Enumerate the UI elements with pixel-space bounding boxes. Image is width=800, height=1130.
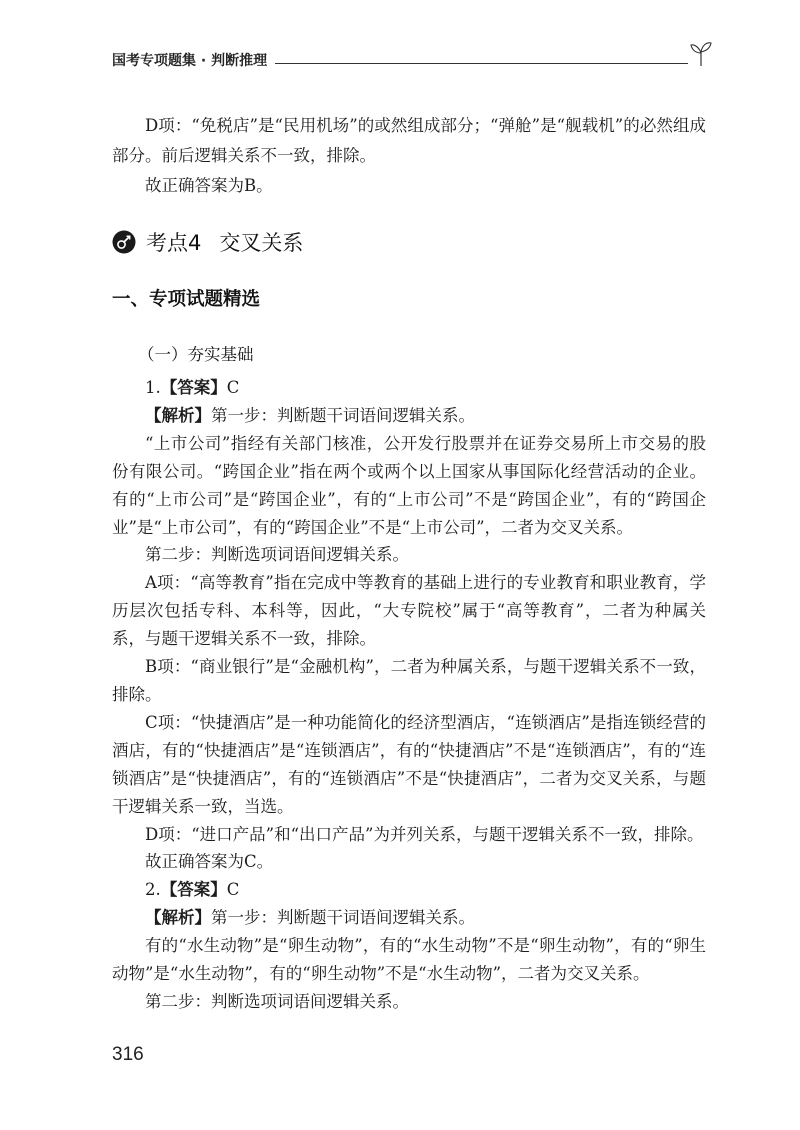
analysis-paragraph: “上市公司”指经有关部门核准，公开发行股票并在证券交易所上市交易的股份有限公司。“跨国企业”指在两个或两个以上国家从事国际化经营活动的企业。有的“上市公司”是“跨国企业”，有的“上市公司”不是“跨国企业”，有的“跨国企业”是“上市公司”，有的“跨国企业”不是“上市公司”，二者为交叉关系。 — [112, 433, 706, 537]
answer-tag: 【答案】 — [160, 880, 227, 900]
analysis-paragraph: D项：“进口产品”和“出口产品”为并列关系，与题干逻辑关系不一致，排除。 — [145, 824, 704, 844]
analysis-text: 第一步：判断题干词语间逻辑关系。 — [211, 405, 475, 425]
analysis-paragraph: C项：“快捷酒店”是一种功能简化的经济型酒店，“连锁酒店”是指连锁经营的酒店，有的“快捷酒店”是“连锁酒店”，有的“快捷酒店”不是“连锁酒店”，有的“连锁酒店”是“快捷酒店”，有的“连锁酒店”不是“快捷酒店”，二者为交叉关系，与题干逻辑关系一致，当选。 — [112, 712, 706, 816]
intro-paragraph: D项：“免税店”是“民用机场”的或然组成部分；“弹舱”是“舰载机”的必然组成部分。前后逻辑关系不一致，排除。 — [112, 116, 706, 165]
analysis-paragraph: A项：“高等教育”指在完成中等教育的基础上进行的专业教育和职业教育，学历层次包括专科、本科等，因此，“大专院校”属于“高等教育”，二者为种属关系，与题干逻辑关系不一致，排除。 — [112, 573, 706, 649]
analysis-paragraph: 第二步：判断选项词语间逻辑关系。 — [145, 991, 409, 1011]
header-rule — [275, 63, 688, 64]
answer-line — [112, 876, 706, 904]
analysis-line — [112, 904, 706, 932]
intro-paragraph: 故正确答案为B。 — [145, 176, 273, 195]
answer-tag: 【答案】 — [160, 378, 227, 397]
analysis-line — [112, 402, 706, 430]
analysis-tag: 【解析】 — [145, 405, 211, 425]
analysis-paragraph: 第二步：判断选项词语间逻辑关系。 — [145, 545, 409, 565]
analysis-tag: 【解析】 — [145, 908, 211, 928]
answer-value: C — [226, 880, 240, 900]
page-number: 316 — [112, 1044, 144, 1065]
question-number: 1. — [145, 378, 161, 397]
sprout-icon — [690, 41, 712, 67]
subsubheading: （一）夯实基础 — [138, 345, 254, 364]
analysis-text: 第一步：判断题干词语间逻辑关系。 — [211, 908, 475, 928]
subheading: 一、专项试题精选 — [112, 289, 261, 310]
intro-block — [112, 111, 706, 201]
section-label: 考点4 — [146, 231, 202, 255]
section-title: 交叉关系 — [219, 231, 304, 255]
question-list — [112, 374, 706, 1016]
section-heading — [112, 226, 303, 258]
analysis-paragraph: B项：“商业银行”是“金融机构”，二者为种属关系，与题干逻辑关系不一致，排除。 — [112, 657, 706, 704]
exam-point-badge-icon — [112, 230, 136, 254]
answer-value: C — [226, 378, 240, 397]
analysis-paragraph: 故正确答案为C。 — [145, 852, 274, 872]
header-title: 国考专项题集 · 判断推理 — [112, 53, 268, 69]
analysis-paragraph: 有的“水生动物”是“卵生动物”，有的“水生动物”不是“卵生动物”，有的“卵生动物”是“水生动物”，有的“卵生动物”不是“水生动物”，二者为交叉关系。 — [112, 936, 706, 984]
running-header — [112, 46, 712, 74]
question-number: 2. — [145, 880, 161, 900]
answer-line — [112, 374, 706, 402]
